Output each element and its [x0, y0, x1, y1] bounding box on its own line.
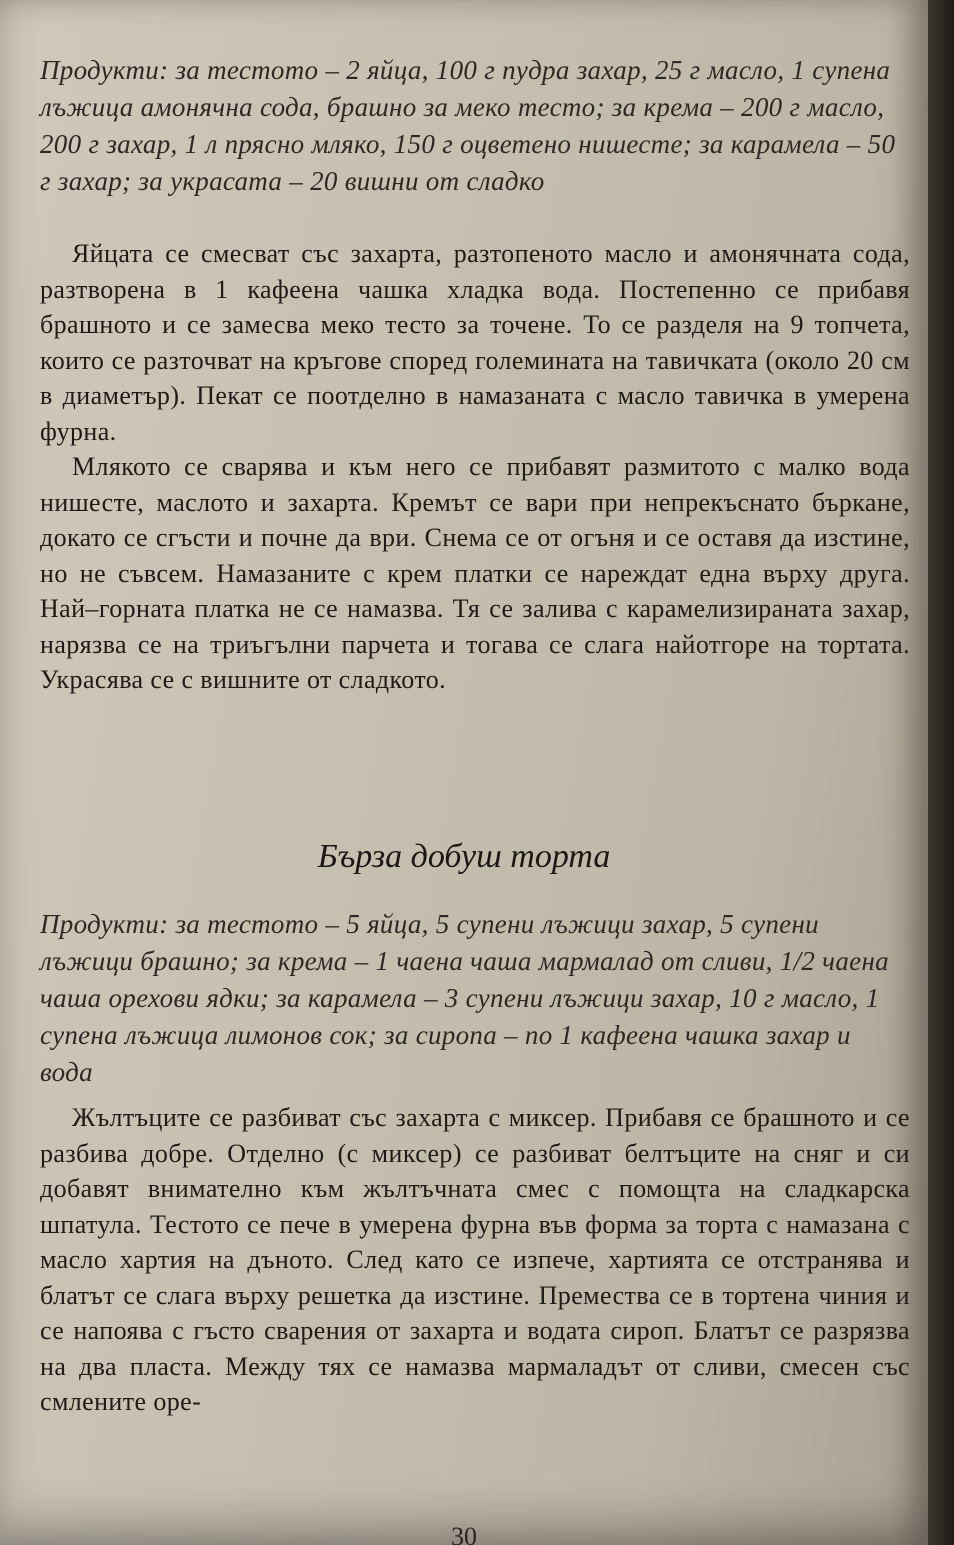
recipe1-paragraph-1: Яйцата се смесват със захарта, разтопеното масло и амонячната сода, разтворена в 1 кафеена чашка хладка вода. Постепенно се прибавя брашното и се замесва меко тесто за точене. То се разделя на 9 топчета, които се разточват на кръгове според големината на тавичката (около 20 см в диаметър). Пекат се поотделно в намазаната с масло тавичка в умерена фурна. — [40, 239, 910, 446]
page-number: 30 — [451, 1522, 477, 1545]
book-spine-edge — [928, 0, 954, 1545]
recipe2-paragraph-1: Жълтъците се разбиват със захарта с миксер. Прибавя се брашното и се разбива добре. Отделно (с миксер) се разбиват белтъците на сняг и си добавят внимателно към жълтъчната смес с помощта на сладкарска шпатула. Тестото се пече в умерена фурна във форма за торта с намазана с масло хартия на дъното. След като се изпече, хартията се отстранява и блатът се слага върху решетка да изстине. Премества се в тортена чиния и се напоява с гъсто сварения от захарта и водата сироп. Блатът се разрязва на два пласта. Между тях се намазва мармаладът от сливи, смесен със смлените оре- — [40, 1103, 910, 1416]
recipe2-instructions — [40, 1100, 910, 1420]
recipe1-products: Продукти: за тестото – 2 яйца, 100 г пудра захар, 25 г масло, 1 супена лъжица амонячна сода, брашно за меко тесто; за крема – 200 г масло, 200 г захар, 1 л прясно мляко, 150 г оцветено нишесте; за карамела – 50 г захар; за украсата – 20 вишни от сладко — [40, 55, 896, 196]
recipe1-instructions — [40, 236, 910, 698]
recipe2-products: Продукти: за тестото – 5 яйца, 5 супени лъжици захар, 5 супени лъжици брашно; за крема – 1 чаена чаша мармалад от сливи, 1/2 чаена чаша орехови ядки; за карамела – 3 супени лъжици захар, 10 г масло, 1 супена лъжица лимонов сок; за сиропа – по 1 кафеена чашка захар и вода — [40, 909, 889, 1087]
recipe2-title: Бърза добуш торта — [317, 838, 611, 875]
recipe1-paragraph-2: Млякото се сварява и към него се прибавят размитото с малко вода нишесте, маслото и захарта. Кремът се вари при непрекъснато бъркане, докато се сгъсти и почне да ври. Снема се от огъня и се оставя да изстине, но не съвсем. Намазаните с крем платки се нареждат една върху друга. Най–горната платка не се намазва. Тя се залива с карамелизираната захар, нарязва се на триъгълни парчета и тогава се слага найотгоре на тортата. Украсява се с вишните от сладкото. — [40, 452, 910, 694]
